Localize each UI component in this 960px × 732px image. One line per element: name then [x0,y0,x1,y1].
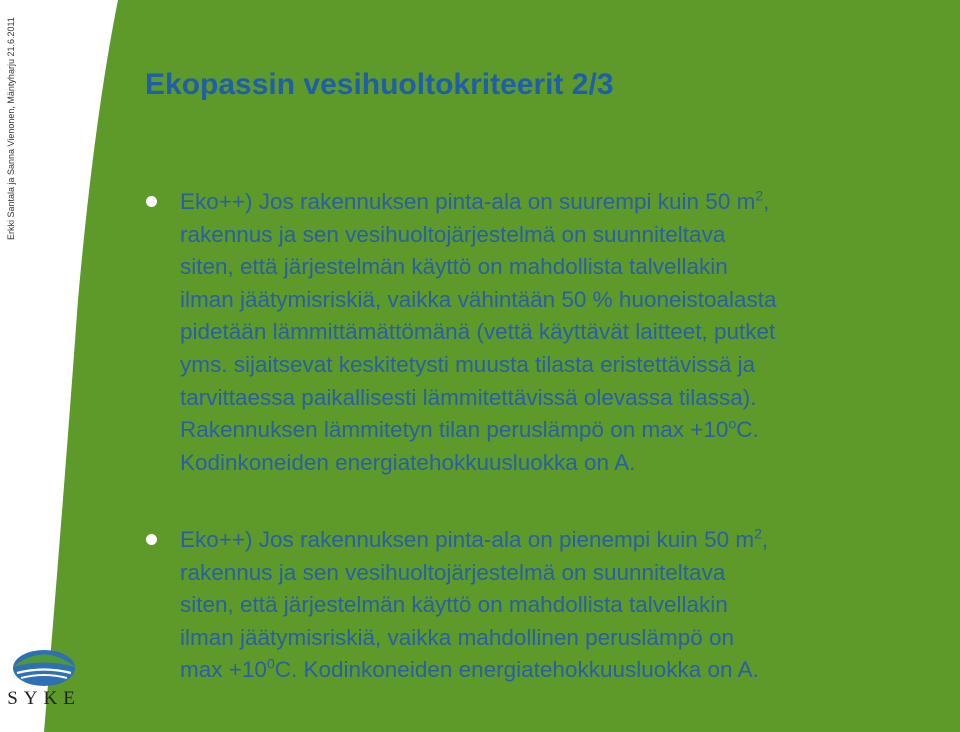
bullet-item-2 [180,524,920,687]
bullet-dot-icon [146,534,157,545]
bullet-line: pidetään lämmittämättömänä (vettä käyttävät laitteet, putket [180,319,776,345]
bullet-line: $\max +10^0C$. Kodinkoneiden energiatehokkuusluokka on A. [180,655,759,683]
bullet-line: ilman jäätymisriskiä, vaikka mahdollinen peruslämpö on [180,624,734,650]
bullet-line: Eko++) Jos rakennuksen pinta-ala on suurempi kuin 50 $m^2$, [180,187,770,214]
bullet-item-1 [180,186,920,479]
syke-emblem-icon [4,636,84,688]
bullet-line: rakennus ja sen vesihuoltojärjestelmä on suunniteltava [180,559,726,585]
bullet-line: rakennus ja sen vesihuoltojärjestelmä on suunniteltava [180,221,726,247]
bullet-line: siten, että järjestelmän käyttö on mahdollista talvellakin [180,592,728,618]
bullet-line: Eko++) Jos rakennuksen pinta-ala on pienempi kuin 50 $m^2$, [180,525,769,552]
bullet-dot-icon [146,196,157,207]
syke-logo-text: SYKE [7,688,81,709]
bullet-line: tarvittaessa paikallisesti lämmitettävissä olevassa tilassa). [180,384,757,410]
bullet-line: Kodinkoneiden energiatehokkuusluokka on A. [180,449,636,475]
author-credit: Erkki Santala ja Sanna Vienonen, Mäntyharju 21.6.2011 [6,17,16,240]
page-title: Ekopassin vesihuoltokriteerit 2/3 [145,68,614,101]
syke-logo [4,636,84,716]
bullet-line: Rakennuksen lämmitetyn tilan peruslämpö on $\max +10^oC$. [180,415,759,443]
bullet-line: yms. sijaitsevat keskitetysti muusta tilasta eristettävissä ja [180,351,756,377]
bullet-line: ilman jäätymisriskiä, vaikka vähintään 50 % huoneistoalasta [180,286,777,312]
bullet-line: siten, että järjestelmän käyttö on mahdollista talvellakin [180,254,728,280]
